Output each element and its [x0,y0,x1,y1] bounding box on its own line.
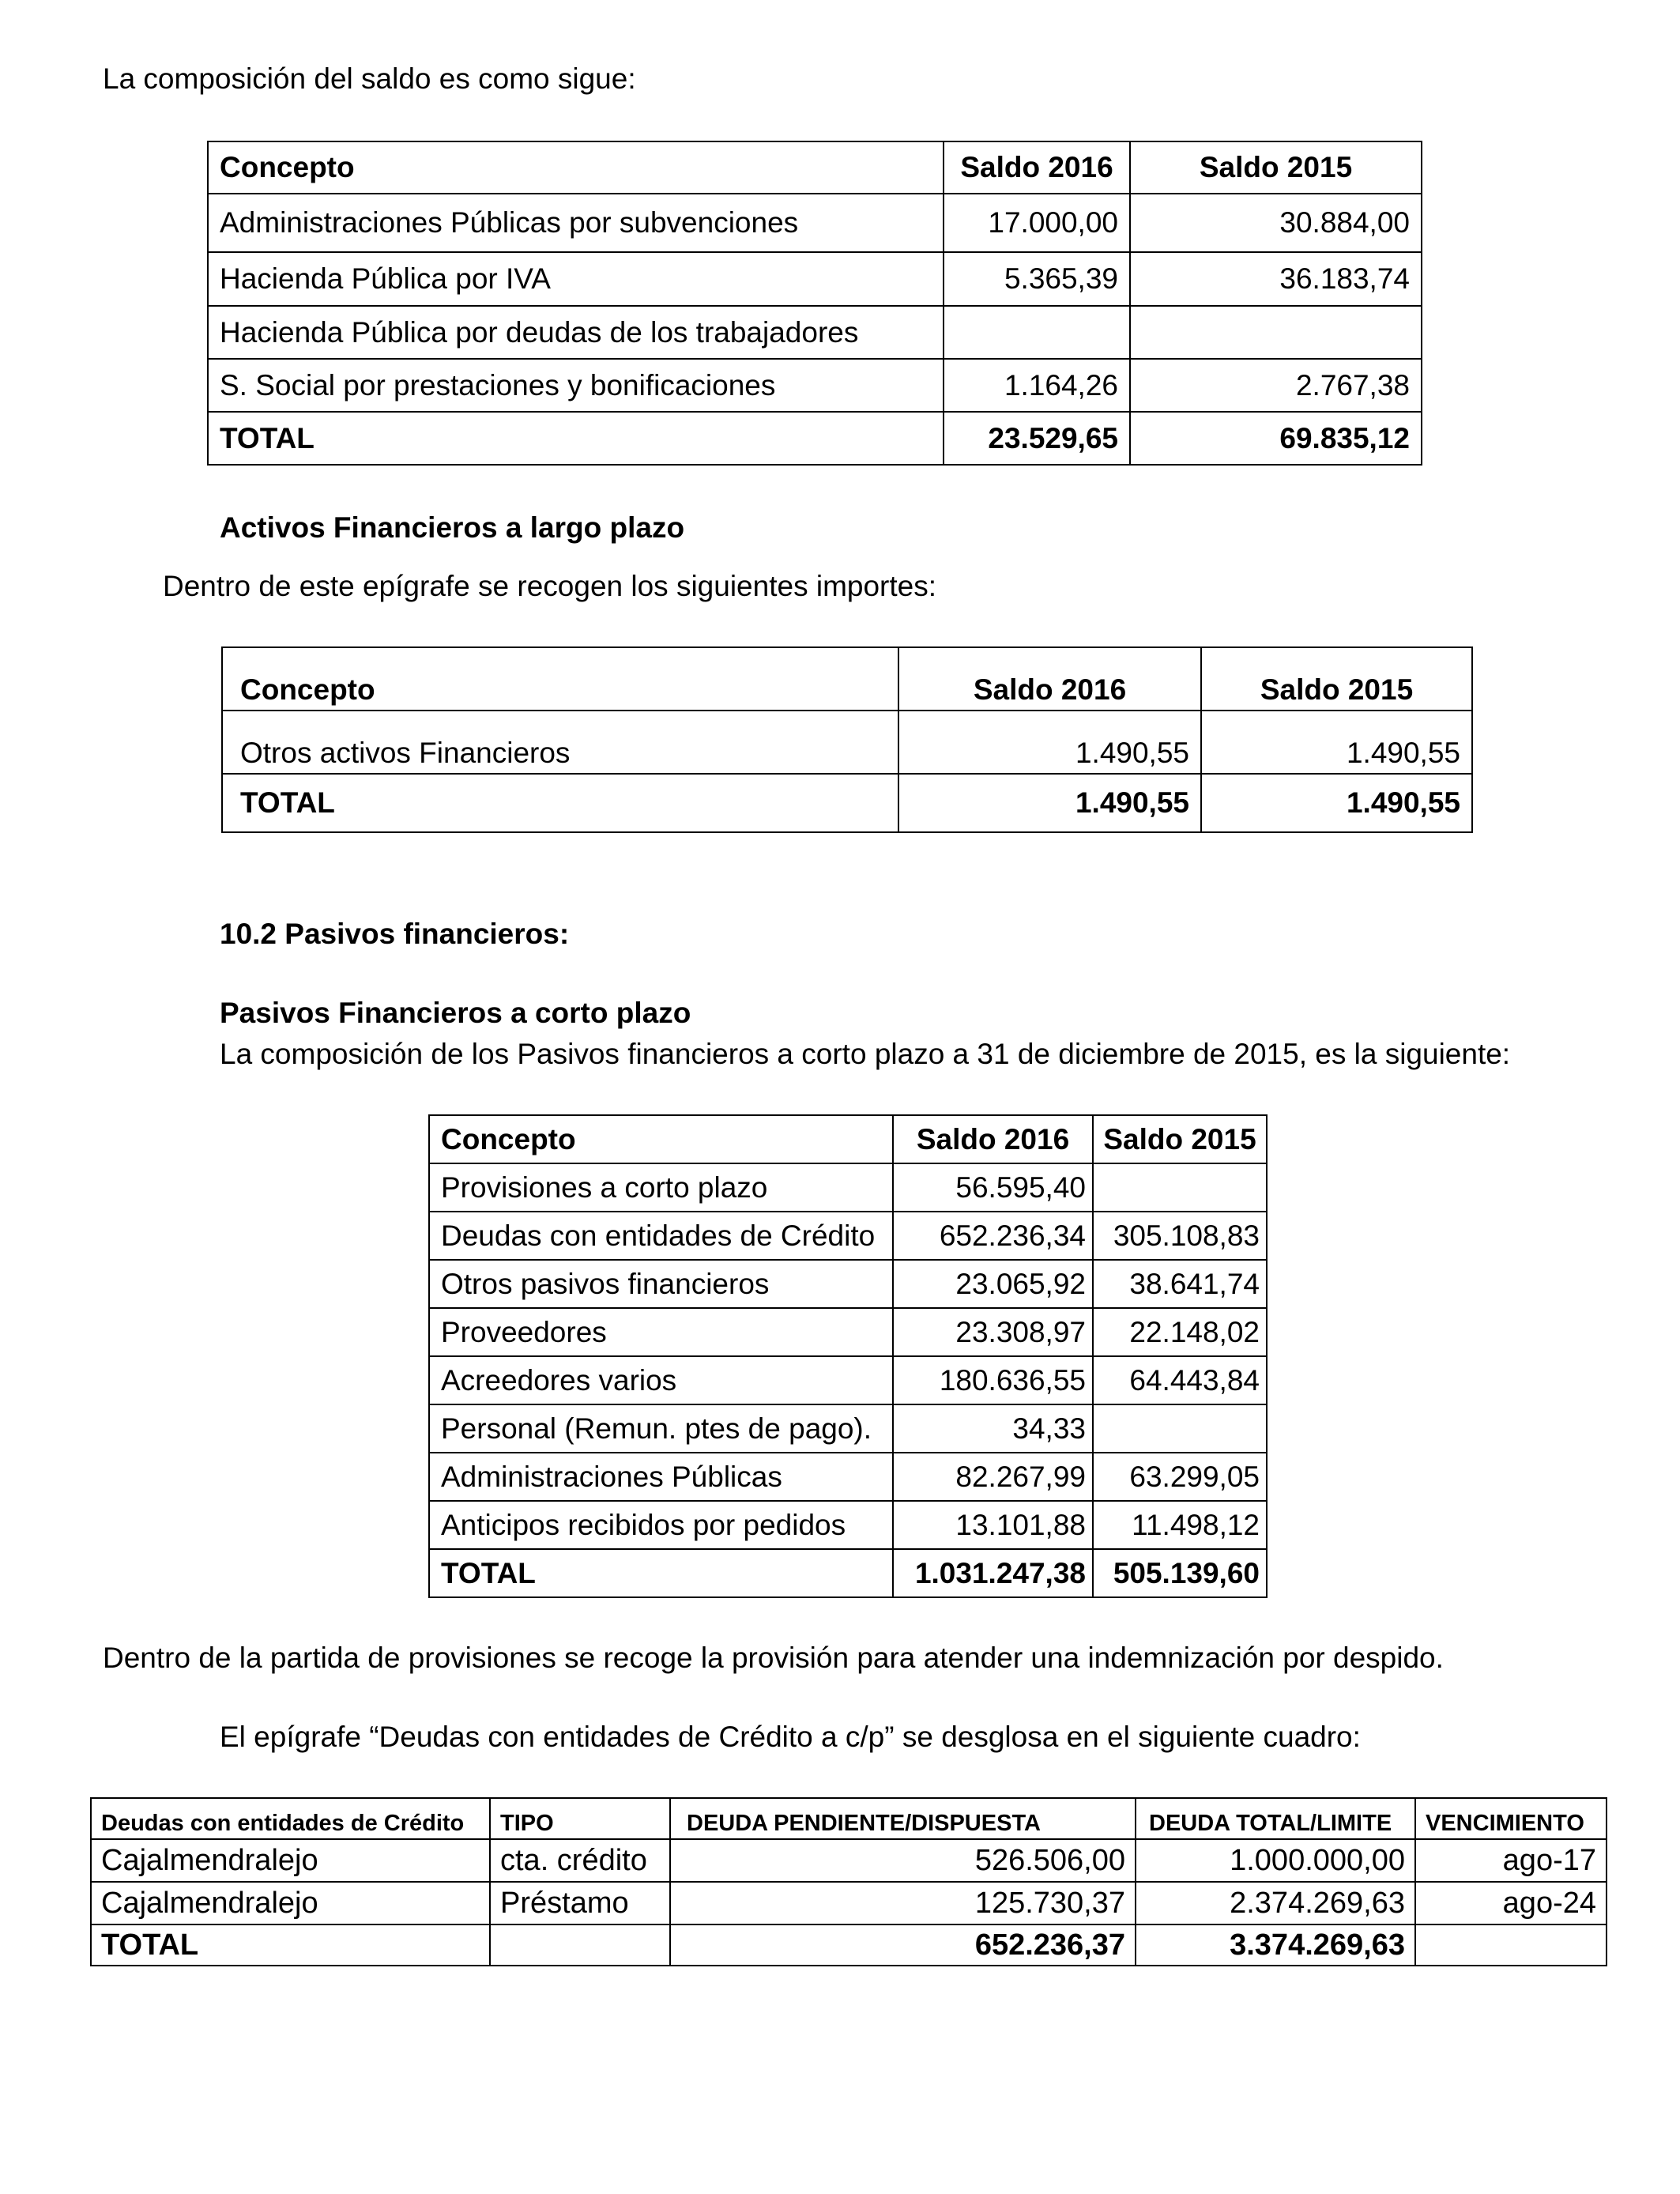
row-concepto: Deudas con entidades de Crédito [429,1212,893,1260]
table-row [429,1453,1267,1501]
row-saldo-2015 [1093,1404,1267,1453]
table-row [222,711,1472,774]
section-heading-activos: Activos Financieros a largo plazo [220,511,685,544]
table-row [429,1163,1267,1212]
row-concepto: S. Social por prestaciones y bonificaciones [208,359,944,412]
row-saldo-2016: 180.636,55 [893,1356,1093,1404]
section-heading-pasivos: 10.2 Pasivos financieros: [220,918,570,950]
row-saldo-2016: 5.365,39 [944,252,1130,306]
activos-financieros-table [221,647,1473,833]
row-saldo-2015: 11.498,12 [1093,1501,1267,1549]
row-concepto: Otros pasivos financieros [429,1260,893,1308]
row-saldo-2016: 23.308,97 [893,1308,1093,1356]
total-saldo-2015: 505.139,60 [1093,1549,1267,1597]
row-deuda-total: 2.374.269,63 [1136,1882,1415,1924]
total-saldo-2015: 69.835,12 [1130,412,1422,465]
table-row [429,1260,1267,1308]
total-saldo-2015: 1.490,55 [1201,774,1472,832]
row-deuda-pendiente: 125.730,37 [670,1882,1136,1924]
section-text-pasivos-corto-plazo: La composición de los Pasivos financieros a corto plazo a 31 de diciembre de 2015, es la siguiente: [220,1038,1511,1070]
saldo-composition-table [207,141,1422,466]
header-concepto: Concepto [208,141,944,194]
row-saldo-2015 [1093,1163,1267,1212]
header-vencimiento: VENCIMIENTO [1415,1798,1607,1839]
row-vencimiento: ago-24 [1415,1882,1607,1924]
row-deuda-total: 1.000.000,00 [1136,1839,1415,1882]
row-saldo-2015 [1130,306,1422,359]
table-total-row [208,412,1422,465]
table-row [208,359,1422,412]
row-saldo-2015: 30.884,00 [1130,194,1422,252]
header-saldo-2016: Saldo 2016 [898,647,1201,711]
row-saldo-2016 [944,306,1130,359]
total-tipo [490,1924,670,1966]
row-saldo-2016: 17.000,00 [944,194,1130,252]
row-tipo: Préstamo [490,1882,670,1924]
header-saldo-2015: Saldo 2015 [1201,647,1472,711]
row-saldo-2015: 38.641,74 [1093,1260,1267,1308]
table-header-row [91,1798,1607,1839]
total-deuda-pendiente: 652.236,37 [670,1924,1136,1966]
row-saldo-2015: 1.490,55 [1201,711,1472,774]
row-saldo-2015: 36.183,74 [1130,252,1422,306]
table-total-row [222,774,1472,832]
table-total-row [91,1924,1607,1966]
total-label: TOTAL [222,774,898,832]
row-saldo-2016: 1.490,55 [898,711,1201,774]
row-saldo-2016: 82.267,99 [893,1453,1093,1501]
table-row [208,306,1422,359]
header-tipo: TIPO [490,1798,670,1839]
header-saldo-2016: Saldo 2016 [944,141,1130,194]
header-deudas-entidad: Deudas con entidades de Crédito [91,1798,490,1839]
row-saldo-2015: 22.148,02 [1093,1308,1267,1356]
row-concepto: Hacienda Pública por IVA [208,252,944,306]
header-saldo-2016: Saldo 2016 [893,1115,1093,1163]
row-concepto: Acreedores varios [429,1356,893,1404]
row-vencimiento: ago-17 [1415,1839,1607,1882]
provisiones-text: Dentro de la partida de provisiones se recoge la provisión para atender una indemnización por despido. [103,1642,1444,1674]
header-saldo-2015: Saldo 2015 [1130,141,1422,194]
header-concepto: Concepto [222,647,898,711]
table-row [429,1501,1267,1549]
row-concepto: Provisiones a corto plazo [429,1163,893,1212]
table-row [208,252,1422,306]
row-entidad: Cajalmendralejo [91,1882,490,1924]
table-row [429,1404,1267,1453]
header-deuda-total: DEUDA TOTAL/LIMITE [1136,1798,1415,1839]
header-concepto: Concepto [429,1115,893,1163]
table-row [208,194,1422,252]
section-heading-pasivos-corto-plazo: Pasivos Financieros a corto plazo [220,997,691,1029]
row-saldo-2016: 23.065,92 [893,1260,1093,1308]
table-row [429,1212,1267,1260]
row-concepto: Administraciones Públicas [429,1453,893,1501]
row-saldo-2015: 63.299,05 [1093,1453,1267,1501]
pasivos-corto-plazo-table [428,1114,1268,1598]
header-deuda-pendiente: DEUDA PENDIENTE/DISPUESTA [670,1798,1136,1839]
row-tipo: cta. crédito [490,1839,670,1882]
row-saldo-2016: 13.101,88 [893,1501,1093,1549]
row-saldo-2015: 305.108,83 [1093,1212,1267,1260]
row-concepto: Personal (Remun. ptes de pago). [429,1404,893,1453]
row-concepto: Hacienda Pública por deudas de los trabajadores [208,306,944,359]
row-concepto: Administraciones Públicas por subvenciones [208,194,944,252]
row-concepto: Anticipos recibidos por pedidos [429,1501,893,1549]
total-label: TOTAL [91,1924,490,1966]
row-saldo-2016: 56.595,40 [893,1163,1093,1212]
intro-text: La composición del saldo es como sigue: [103,62,636,95]
table-row [91,1839,1607,1882]
row-concepto: Otros activos Financieros [222,711,898,774]
table-header-row [429,1115,1267,1163]
total-deuda-total: 3.374.269,63 [1136,1924,1415,1966]
deudas-credito-table [90,1797,1607,1966]
table-header-row [208,141,1422,194]
row-saldo-2016: 652.236,34 [893,1212,1093,1260]
row-deuda-pendiente: 526.506,00 [670,1839,1136,1882]
total-vencimiento [1415,1924,1607,1966]
table-total-row [429,1549,1267,1597]
total-saldo-2016: 23.529,65 [944,412,1130,465]
total-label: TOTAL [208,412,944,465]
table-header-row [222,647,1472,711]
table-row [429,1356,1267,1404]
total-saldo-2016: 1.490,55 [898,774,1201,832]
row-saldo-2016: 1.164,26 [944,359,1130,412]
row-saldo-2015: 2.767,38 [1130,359,1422,412]
section-text-activos: Dentro de este epígrafe se recogen los siguientes importes: [163,570,937,602]
row-concepto: Proveedores [429,1308,893,1356]
epigrafe-text: El epígrafe “Deudas con entidades de Crédito a c/p” se desglosa en el siguiente cuadro: [220,1721,1361,1753]
total-saldo-2016: 1.031.247,38 [893,1549,1093,1597]
row-entidad: Cajalmendralejo [91,1839,490,1882]
row-saldo-2015: 64.443,84 [1093,1356,1267,1404]
header-saldo-2015: Saldo 2015 [1093,1115,1267,1163]
row-saldo-2016: 34,33 [893,1404,1093,1453]
table-row [91,1882,1607,1924]
total-label: TOTAL [429,1549,893,1597]
table-row [429,1308,1267,1356]
